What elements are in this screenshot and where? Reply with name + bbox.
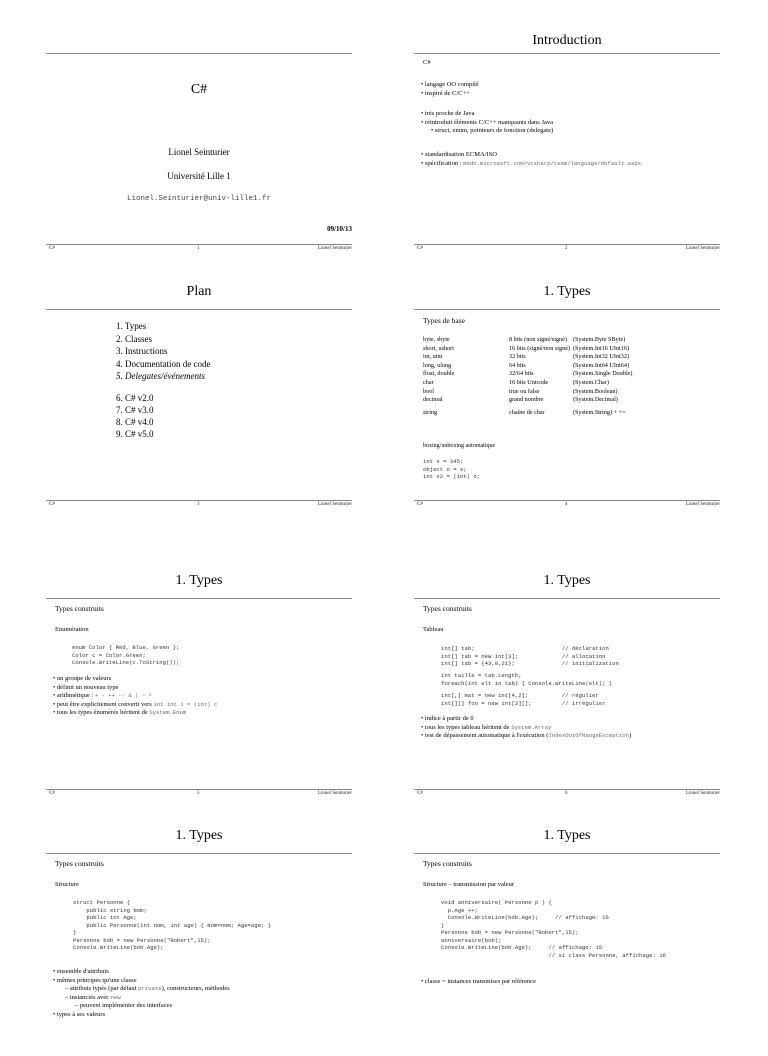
bullet: • langage OO compilé — [421, 81, 479, 90]
slide-number: 3 — [197, 502, 200, 507]
header-rule — [46, 598, 352, 599]
footer-author: Lionel Seinturier — [685, 502, 720, 507]
bullet: • tous les types énumérés héritent de System.Enum — [53, 709, 217, 718]
slide-title: Plan — [186, 284, 212, 299]
slide-subtitle: Types de base — [423, 316, 465, 325]
slide-title: 1. Types — [543, 284, 591, 299]
code-block: int taille = tab.Length; foreach(int elt in tab) { Console.WriteLine(elt); } — [441, 672, 613, 687]
slide-number: 1 — [197, 246, 200, 251]
code-block: int[] tab; // déclaration int[] tab = new int[3]; // allocation int[] tab = {43,8,21}; // initialization — [441, 645, 619, 667]
plan-list — [116, 392, 154, 440]
bullet: • test de dépassement automatique à l'exécution (IndexOutOfRangeException) — [421, 732, 631, 741]
footer-rule — [414, 789, 720, 790]
footer-rule — [414, 244, 720, 245]
plan-item: 8. C# v4.0 — [116, 417, 154, 427]
section-label: Structure – transmission par valeur — [423, 881, 514, 888]
bullet-list — [421, 978, 536, 987]
slide-2 — [414, 0, 720, 256]
slide-subtitle: Types construits — [423, 604, 472, 613]
slide-title: C# — [190, 82, 208, 97]
footer-rule — [46, 500, 352, 501]
header-rule — [46, 309, 352, 310]
bullet: • ensemble d'attributs — [53, 968, 230, 977]
slide-number: 6 — [565, 791, 568, 796]
plan-item: 2. Classes — [116, 333, 152, 344]
types-row: char 16 bits Unicode (System.Char) — [423, 378, 609, 386]
spec-url: msdn.microsoft.com/vcsharp/team/language/default.aspx — [463, 159, 642, 167]
slide-subtitle: Types construits — [423, 859, 472, 868]
header-rule — [414, 53, 720, 54]
bullet: • types à ses valeurs — [53, 1011, 230, 1020]
code-block: int[,] mat = new int[4,2]; // régulier int[][] foo = new int[2][]; // irrégulier — [441, 692, 606, 707]
footer-left: C# — [417, 791, 423, 796]
plan-item: 5. Delegates/événements — [116, 371, 205, 381]
section-label: Structure — [55, 881, 79, 888]
slide-title: 1. Types — [543, 573, 591, 588]
footer-author: Lionel Seinturier — [317, 502, 352, 507]
sub-bullet: – instanciés avec new — [53, 994, 230, 1003]
types-row: float, double 32/64 bits (System.Single Double) — [423, 370, 633, 378]
footer-rule — [414, 500, 720, 501]
bullet: • classe = instances transmises par référence — [421, 978, 536, 987]
bullet-list — [421, 715, 631, 741]
header-rule — [414, 309, 720, 310]
slide-7 — [46, 800, 352, 1056]
types-row: decimal grand nombre (System.Decimal) — [423, 396, 618, 404]
code-block: int x = 345; object o = x; int x2 = (int) o; — [423, 458, 481, 480]
bullet: • très proche de Java — [421, 110, 553, 119]
slide-number: 2 — [565, 246, 568, 251]
plan-item: 4. Documentation de code — [116, 358, 211, 369]
slide-title: 1. Types — [175, 828, 223, 843]
author: Lionel Seinturier — [168, 147, 230, 157]
bullet: • standardisation ECMA/ISO — [421, 151, 641, 160]
section-label: Enumération — [55, 626, 89, 633]
types-row: bool true ou false (System.Boolean) — [423, 387, 618, 395]
plan-item: 7. C# v3.0 — [116, 405, 154, 415]
bullet: • réintroduit éléments C/C++ manquants dans Java — [421, 119, 553, 128]
bullet-list — [53, 968, 230, 1019]
types-row: short, ushort 16 bits (signé/non signé) (System.Int16 UInt16) — [423, 344, 630, 352]
header-rule — [414, 853, 720, 854]
bullet: • inspiré de C/C++ — [421, 90, 479, 99]
plan-item: 9. C# v5.0 — [116, 429, 154, 439]
sub-bullet: – attributs typés (par défaut private), constructeurs, méthodes — [53, 985, 230, 994]
types-table — [423, 336, 632, 417]
bullet-list — [421, 110, 553, 136]
plan-item: 1. Types — [116, 321, 147, 331]
university: Université Lille 1 — [167, 171, 231, 181]
footer-author: Lionel Seinturier — [317, 246, 352, 251]
footer-author: Lionel Seinturier — [317, 791, 352, 796]
bullet — [421, 160, 641, 169]
bullet: • indice à partir de 0 — [421, 715, 631, 724]
bullet: • peut être explicitement converti vers int int i = (int) c — [53, 701, 217, 710]
slide-title: Introduction — [532, 33, 602, 48]
slide-title: 1. Types — [175, 573, 223, 588]
bullet-list — [53, 675, 217, 718]
footer-left: C# — [49, 791, 55, 796]
boxing-label: boxing/unboxing automatique — [423, 443, 496, 449]
sub-bullet: • struct, enum, pointeurs de fonction (delegate) — [421, 127, 553, 136]
footer-rule — [46, 789, 352, 790]
plan-item: 6. C# v2.0 — [116, 393, 154, 403]
spec-label: spécification : — [424, 159, 464, 167]
slide-4 — [414, 256, 720, 512]
slide-subtitle: Types construits — [55, 859, 104, 868]
code-block: void anniversaire( Personne p ) { p.Age ++; Console.WriteLine(bob.Age); // affichage: 16 } Personne bob = new Personne("Robert",15); anniversaire(bob); Console.WriteLine(bob.Age); // affichage: 15 // si class Personne, affichage: 16 — [441, 899, 666, 959]
slide-subtitle: C# — [423, 59, 431, 66]
types-row: byte, sbyte 8 bits (non signé/signé) (System.Byte SByte) — [423, 336, 626, 343]
slide-title: 1. Types — [543, 828, 591, 843]
types-row: long, ulong 64 bits (System.Int64 UInt64) — [423, 361, 630, 369]
footer-left: C# — [49, 246, 55, 251]
sub-bullet: – peuvent implémenter des interfaces — [53, 1002, 230, 1011]
header-rule — [414, 598, 720, 599]
code-block: struct Personne { public string Nom; public int Age; public Personne(int nom, int age) { Nom=nom; Age=age; } } Personne bob = new Personne("Robert",15); Console.WriteLine(bob.Age); — [73, 899, 272, 951]
header-rule — [46, 53, 352, 54]
bullet-list — [421, 151, 641, 168]
bullet: • tous les types tableau héritent de System.Array — [421, 724, 631, 733]
bullet: • un groupe de valeurs — [53, 675, 217, 684]
plan-list — [116, 320, 210, 383]
footer-left: C# — [417, 502, 423, 507]
plan-item: 3. Instructions — [116, 346, 168, 356]
section-label: Tableau — [423, 626, 444, 633]
bullet-list — [421, 81, 479, 98]
header-rule — [46, 853, 352, 854]
slide-5 — [46, 545, 352, 801]
footer-author: Lionel Seinturier — [685, 246, 720, 251]
footer-author: Lionel Seinturier — [685, 791, 720, 796]
slide-number: 5 — [197, 791, 200, 796]
date: 09/10/13 — [327, 225, 352, 233]
email: Lionel.Seinturier@univ-lille1.fr — [126, 195, 272, 203]
slide-number: 4 — [565, 502, 568, 507]
slide-6 — [414, 545, 720, 801]
bullet: • arithmétique : + - ++ -- & | ~ ^ — [53, 692, 217, 701]
code-block: enum Color { Red, Blue, Green }; Color c = Color.Green; Console.WriteLine(c.ToString()); — [72, 644, 180, 666]
bullet: • définit un nouveau type — [53, 684, 217, 693]
slide-3 — [46, 256, 352, 512]
footer-left: C# — [49, 502, 55, 507]
footer-left: C# — [417, 246, 423, 251]
slide-1 — [46, 0, 352, 256]
slide-subtitle: Types construits — [55, 604, 104, 613]
types-row: int, uint 32 bits (System.Int32 UInt32) — [423, 353, 630, 361]
types-row: string chaîne de char (System.String) + += — [423, 408, 626, 416]
footer-rule — [46, 244, 352, 245]
bullet: • mêmes principes qu'une classe — [53, 977, 230, 986]
slide-8 — [414, 800, 720, 1056]
